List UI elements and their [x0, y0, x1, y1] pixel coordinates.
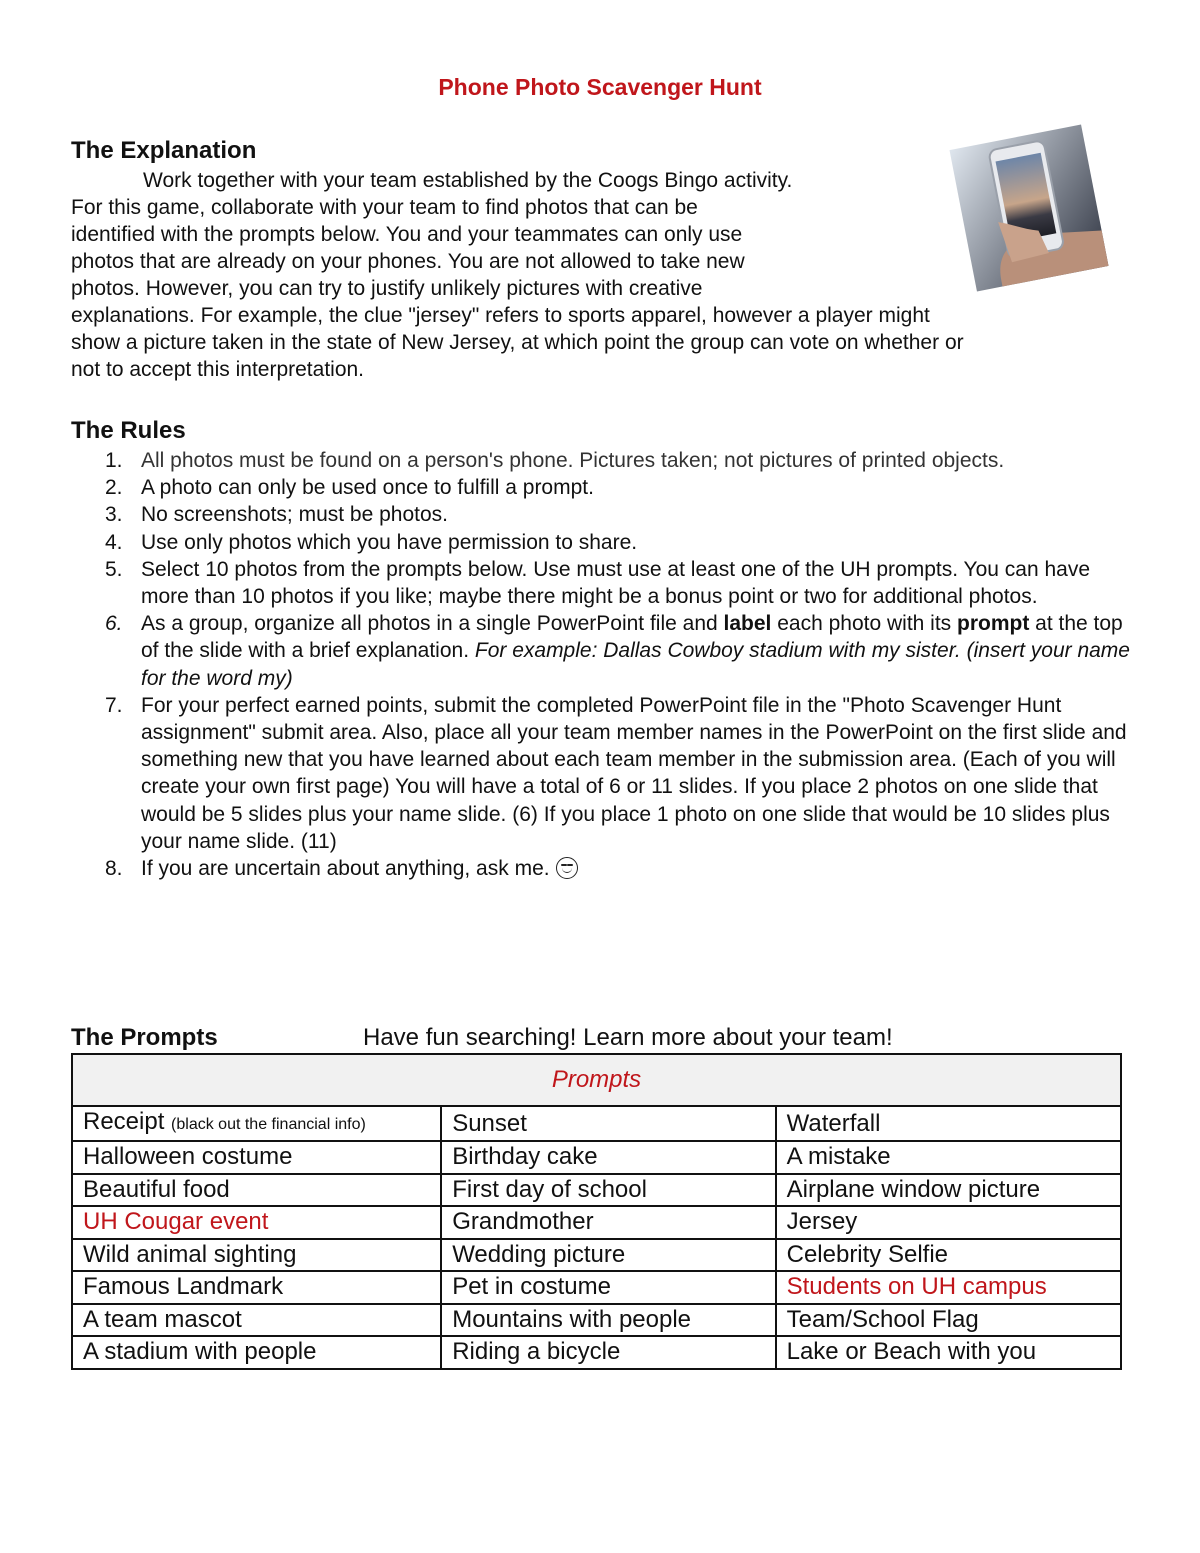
table-cell: A stadium with people: [72, 1336, 441, 1369]
list-item: [71, 529, 1141, 556]
table-cell: Celebrity Selfie: [776, 1239, 1121, 1272]
rule-text: Use only photos which you have permission to share.: [141, 530, 638, 554]
explanation-heading: The Explanation: [71, 137, 257, 164]
smiley-face-icon: [556, 857, 578, 879]
rule-text: Select 10 photos from the prompts below. Use must use at least one of the UH prompts. You can have more than 10 photos if you like; maybe there might be a bonus point or two for additional photos.: [141, 557, 1091, 609]
table-cell: A team mascot: [72, 1304, 441, 1337]
prompts-table: [71, 1053, 1122, 1370]
table-cell-uh-prompt: UH Cougar event: [72, 1206, 441, 1239]
list-item: [71, 501, 1141, 528]
table-row: [72, 1239, 1121, 1272]
rule-text: For your perfect earned points, submit the completed PowerPoint file in the "Photo Scavenger Hunt assignment" submit area. Also, place all your team member names in the PowerPoint on the first slide and something new that you have learned about each team member in the submission area. (Each of you will create your own first page) You will have a total of 6 or 11 slides. If you place 2 photos on one slide that would be 5 slides plus your name slide. (6) If you place 1 photo on one slide that would be 10 slides plus your name slide. (11): [141, 693, 1127, 853]
rule-text: A photo can only be used once to fulfill a prompt.: [141, 476, 594, 500]
explanation-line: identified with the prompts below. You and your teammates can only use: [71, 223, 743, 246]
list-number: 4.: [105, 530, 123, 554]
table-row: [72, 1336, 1121, 1369]
hand-holding-phone-photo: [948, 124, 1110, 292]
rule-text: If you are uncertain about anything, ask me.: [141, 857, 550, 881]
table-row: [72, 1304, 1121, 1337]
rules-list: [71, 447, 1141, 882]
rule-text-part: each photo with its: [771, 612, 957, 636]
rule-text: All photos must be found on a person's phone. Pictures taken; not pictures of printed objects.: [141, 449, 1005, 472]
table-row: [72, 1106, 1121, 1141]
table-header: Prompts: [72, 1054, 1121, 1106]
explanation-line: photos. However, you can try to justify unlikely pictures with creative: [71, 277, 703, 300]
table-cell: Airplane window picture: [776, 1174, 1121, 1207]
table-cell: Sunset: [441, 1106, 775, 1141]
rule-emphasis: prompt: [957, 612, 1030, 636]
explanation-line: show a picture taken in the state of New Jersey, at which point the group can vote on whether or: [71, 331, 964, 354]
prompts-tagline: Have fun searching! Learn more about your team!: [363, 1024, 893, 1051]
explanation-line: Work together with your team established by the Coogs Bingo activity.: [143, 169, 793, 192]
table-cell: Lake or Beach with you: [776, 1336, 1121, 1369]
table-cell: Famous Landmark: [72, 1271, 441, 1304]
receipt-label: Receipt: [83, 1108, 165, 1135]
list-number: 8.: [105, 857, 123, 881]
table-cell: Mountains with people: [441, 1304, 775, 1337]
list-item: [71, 610, 1141, 692]
list-item: [71, 855, 1141, 882]
table-row: [72, 1206, 1121, 1239]
rule-text-part: As a group, organize all photos in a single PowerPoint file and: [141, 612, 724, 636]
table-cell: Wild animal sighting: [72, 1239, 441, 1272]
table-header-row: [72, 1054, 1121, 1106]
list-number: 6.: [105, 612, 123, 636]
rule-text: No screenshots; must be photos.: [141, 503, 448, 527]
table-cell: Grandmother: [441, 1206, 775, 1239]
table-cell-uh-prompt: Students on UH campus: [776, 1271, 1121, 1304]
rule-emphasis: label: [723, 612, 772, 636]
table-cell: [72, 1106, 441, 1141]
list-number: 3.: [105, 503, 123, 527]
table-cell: Pet in costume: [441, 1271, 775, 1304]
list-item: [71, 474, 1141, 501]
table-cell: First day of school: [441, 1174, 775, 1207]
list-number: 2.: [105, 476, 123, 500]
page-title: Phone Photo Scavenger Hunt: [438, 74, 762, 100]
prompts-heading: The Prompts: [71, 1024, 218, 1051]
list-number: 7.: [105, 693, 123, 717]
receipt-note: (black out the financial info): [171, 1116, 366, 1133]
list-item: [71, 556, 1141, 610]
rule-text: [141, 612, 1130, 689]
rule-example: For example: Dallas Cowboy stadium with my sister. (insert your name for the word my): [141, 639, 1130, 690]
list-number: 1.: [105, 449, 123, 472]
table-cell: Waterfall: [776, 1106, 1121, 1141]
table-cell: A mistake: [776, 1141, 1121, 1174]
table-cell: Halloween costume: [72, 1141, 441, 1174]
explanation-line: photos that are already on your phones. You are not allowed to take new: [71, 250, 745, 273]
list-number: 5.: [105, 557, 123, 581]
table-cell: Riding a bicycle: [441, 1336, 775, 1369]
list-item: [71, 447, 1141, 474]
explanation-line: explanations. For example, the clue "jersey" refers to sports apparel, however a player might: [71, 304, 930, 327]
table-cell: Wedding picture: [441, 1239, 775, 1272]
list-item: [71, 692, 1141, 855]
table-cell: Team/School Flag: [776, 1304, 1121, 1337]
explanation-line: For this game, collaborate with your team to find photos that can be: [71, 196, 698, 219]
rule-text-part: at the top of the slide with a brief explanation.: [141, 612, 1123, 663]
table-row: [72, 1174, 1121, 1207]
explanation-line: not to accept this interpretation.: [71, 358, 365, 381]
table-row: [72, 1271, 1121, 1304]
table-row: [72, 1141, 1121, 1174]
table-cell: Beautiful food: [72, 1174, 441, 1207]
rules-heading: The Rules: [71, 417, 186, 444]
table-cell: Jersey: [776, 1206, 1121, 1239]
table-cell: Birthday cake: [441, 1141, 775, 1174]
